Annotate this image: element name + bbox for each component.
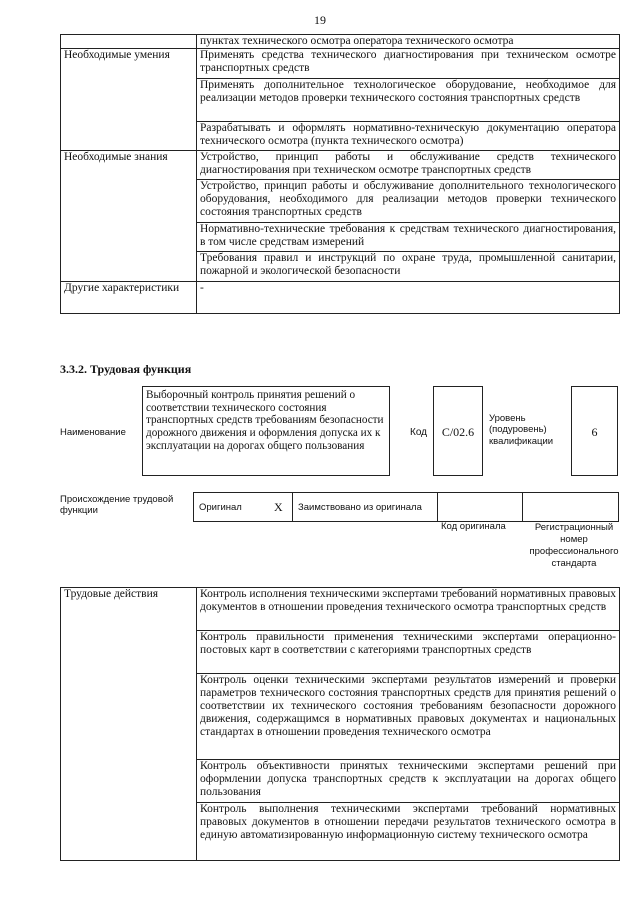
borrowed-cell [292,492,438,522]
original-label: Оригинал [199,502,242,513]
other-characteristics-label: Другие характеристики [61,281,197,313]
level-label: Уровень (подуровень) квалификации [489,413,554,447]
skills-knowledge-table [60,34,620,314]
table-item: Контроль объективности принятых техническими экспертами решений при оформлении допуска транспортных средств к эксплуатации на дорогах общего пользования [197,760,620,803]
table-item: Контроль оценки техническими экспертами результатов измерений и проверки параметров технического состояния транспортных средств для принятия решений о соответствии их технического состояния требованиям безопасности дорожного движения, содержащимся в нормативных правовых документах и национальных стандартах в отношении проведения технического осмотра [197,674,620,760]
registration-number-cell [522,492,619,522]
qualification-level-box: 6 [571,386,618,476]
page-number: 19 [314,13,326,27]
table-item: Контроль исполнения техническими экспертами требований нормативных правовых документов в отношении проведения технического осмотра транспортных средств [197,588,620,631]
section-heading: 3.3.2. Трудовая функция [60,362,192,376]
original-cell [193,492,293,522]
table-item: Контроль правильности применения техническими экспертами операционно-постовых карт в соответствии с категориями транспортных средств [197,631,620,674]
table-item: - [197,281,620,313]
borrowed-label: Заимствовано из оригинала [298,502,422,513]
original-mark: X [274,500,283,514]
table-item: Разрабатывать и оформлять нормативно-техническую документацию оператора технического осмотра (пункта технического осмотра) [197,121,620,150]
labor-actions-label: Трудовые действия [61,588,197,861]
table-label-cell [61,35,197,49]
code-label: Код [410,427,428,438]
original-code-cell [437,492,523,522]
function-name-box: Выборочный контроль принятия решений о соответствии технического состояния транспортных средств требованиям безопасности дорожного движения и оформления допуска их к эксплуатации на дорогах общего пользования [142,386,390,476]
registration-number-caption: Регистрационный номер профессионального стандарта [529,522,619,569]
name-label: Наименование [60,427,126,438]
original-code-caption: Код оригинала [441,521,506,532]
table-item: Устройство, принцип работы и обслуживание дополнительного технологического оборудования, необходимого для реализации методов проверки технического состояния транспортных средств [197,179,620,222]
required-knowledge-label: Необходимые знания [61,150,197,281]
function-code-box: C/02.6 [433,386,483,476]
table-item: Применять средства технического диагностирования при техническом осмотре транспортных средств [197,48,620,78]
origin-label: Происхождение трудовой функции [60,494,174,517]
labor-actions-table [60,587,620,861]
table-item: Устройство, принцип работы и обслуживание средств технического диагностирования при техническом осмотре транспортных средств [197,150,620,179]
table-item: Нормативно-технические требования к средствам технического диагностирования, в том числе средствам измерений [197,222,620,251]
table-item: Применять дополнительное технологическое оборудование, необходимое для реализации методов проверки технического состояния транспортных средств [197,78,620,121]
table-item: пунктах технического осмотра оператора технического осмотра [197,35,620,49]
required-skills-label: Необходимые умения [61,48,197,150]
table-item: Требования правил и инструкций по охране труда, промышленной санитарии, пожарной и экологической безопасности [197,251,620,281]
table-item: Контроль выполнения техническими экспертами требований нормативных правовых документов в отношении передачи результатов технического осмотра в единую автоматизированную информационную систему технического осмотра [197,803,620,861]
